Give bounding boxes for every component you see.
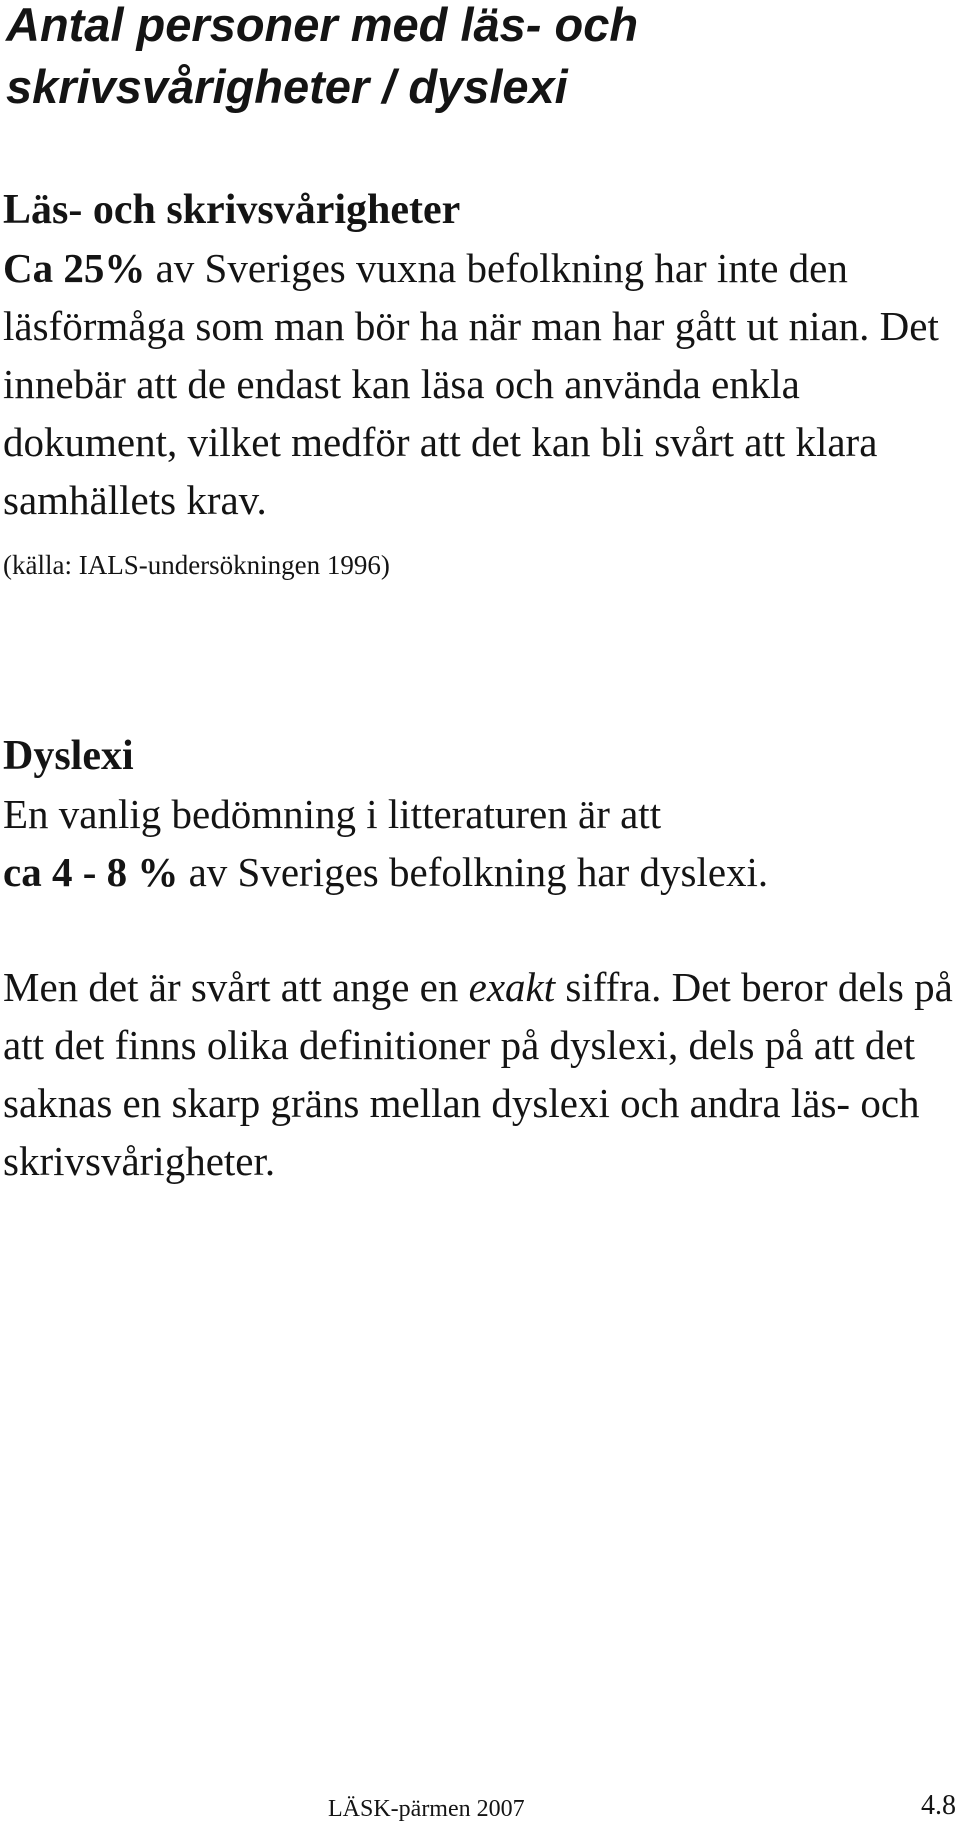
page-title: Antal personer med läs- och skrivsvårigheter / dyslexi bbox=[6, 0, 639, 113]
section-heading-reading-writing: Läs- och skrivsvårigheter bbox=[3, 187, 461, 233]
bold-percentage-25: Ca 25% bbox=[3, 245, 146, 291]
exact-figure-text-after: siffra. Det beror dels på att det finns olika definitioner på dyslexi, dels på att det saknas en skarp gräns mellan dyslexi och andra läs- och skrivsvårigheter. bbox=[3, 964, 953, 1184]
dyslexia-line-2-text: av Sveriges befolkning har dyslexi. bbox=[178, 849, 769, 895]
section-reading-writing-difficulties bbox=[3, 181, 953, 585]
footer-source-label: LÄSK-pärmen 2007 bbox=[328, 1796, 525, 1822]
exact-figure-text-before: Men det är svårt att ange en bbox=[3, 964, 469, 1010]
paragraph-exact-figure bbox=[3, 958, 953, 1190]
paragraph-reading-writing bbox=[3, 239, 953, 529]
section-dyslexia bbox=[3, 727, 953, 901]
footer-page-number: 4.8 bbox=[921, 1790, 956, 1821]
italic-exakt: exakt bbox=[468, 964, 556, 1010]
paragraph-reading-writing-text: av Sveriges vuxna befolkning har inte den läsförmåga som man bör ha när man har gått ut nian. Det innebär att de endast kan läsa och använda enkla dokument, vilket medför att det kan bli svårt att klara samhällets krav. bbox=[3, 245, 939, 523]
source-note-ials: (källa: IALS-undersökningen 1996) bbox=[3, 550, 390, 580]
bold-percentage-4-8: ca 4 - 8 % bbox=[3, 849, 179, 895]
dyslexia-line-1: En vanlig bedömning i litteraturen är att bbox=[3, 791, 662, 837]
section-exact-figure bbox=[3, 958, 953, 1190]
section-heading-dyslexia: Dyslexi bbox=[3, 733, 134, 779]
paragraph-dyslexia-estimate bbox=[3, 785, 953, 901]
